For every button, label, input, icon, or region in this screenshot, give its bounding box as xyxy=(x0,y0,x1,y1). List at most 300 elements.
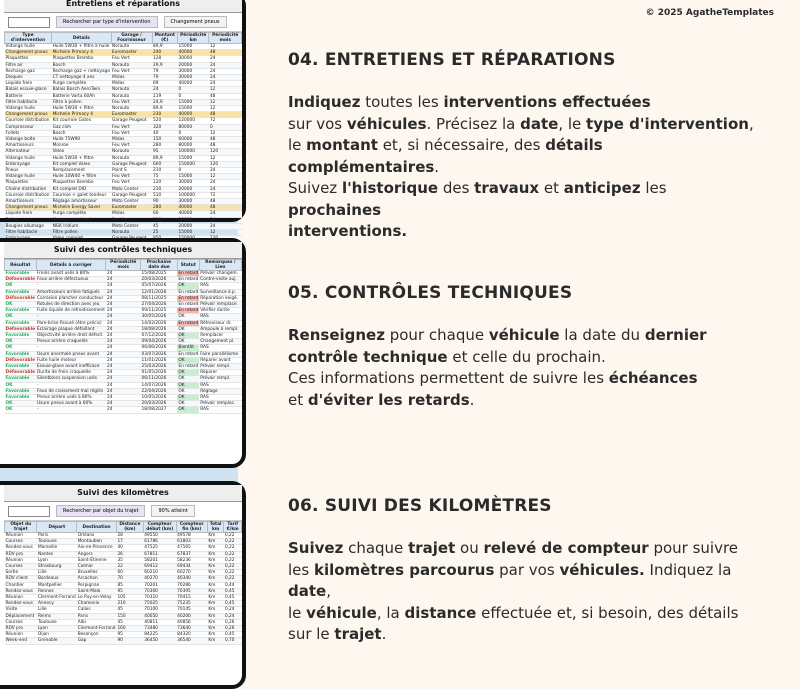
table-cell[interactable]: 510 xyxy=(152,192,178,198)
table-cell[interactable]: Purge complète xyxy=(52,211,111,217)
table-cell[interactable]: 80000 xyxy=(178,143,209,149)
table-cell[interactable]: Sortie xyxy=(5,570,37,576)
table-cell[interactable]: Monroe xyxy=(52,143,111,149)
table-cell[interactable]: Feux de croisement mal réglés xyxy=(36,388,106,394)
table-cell[interactable]: 0,22 xyxy=(224,545,242,551)
table-cell[interactable]: RDV pro xyxy=(5,551,37,557)
table-cell[interactable]: Changement pneus xyxy=(5,112,52,118)
table-cell[interactable]: Plaquettes xyxy=(5,56,52,62)
table-cell[interactable]: Perpignan xyxy=(77,582,117,588)
table-cell[interactable]: 58201 xyxy=(143,557,176,563)
table-cell[interactable]: - xyxy=(36,345,106,351)
table-cell[interactable]: Rennes xyxy=(37,588,77,594)
table-cell[interactable]: 12 xyxy=(209,106,242,112)
table-cell[interactable]: Montage reinforcé xyxy=(52,217,111,223)
table-cell[interactable]: 280 xyxy=(152,143,178,149)
table-cell[interactable]: 24 xyxy=(106,357,141,363)
table-cell[interactable]: Km xyxy=(207,539,224,545)
table-cell[interactable]: Clermont-Ferrand xyxy=(77,626,116,632)
table-cell[interactable]: Favorable xyxy=(5,289,37,295)
table-cell[interactable]: Défavorable xyxy=(5,277,35,283)
table-cell[interactable]: Arcachon xyxy=(77,576,117,582)
table-cell[interactable]: Huile 5W30 + filtre à huile xyxy=(52,44,110,49)
table-cell[interactable]: Contre-visite auj. xyxy=(199,277,241,283)
table-cell[interactable]: Défavorable xyxy=(5,295,35,301)
table-cell[interactable]: Recharge gaz + nettoyage xyxy=(52,68,111,74)
table-cell[interactable]: Feu Vert xyxy=(111,99,152,105)
table-cell[interactable]: Rendez-vous xyxy=(5,545,37,551)
table-cell[interactable]: 09/04/2026 xyxy=(141,339,178,345)
table-cell[interactable]: Éclairage plaque défaillant xyxy=(36,326,106,332)
table-cell[interactable]: Courroie distribution xyxy=(5,192,52,198)
table-cell[interactable]: Défavorable xyxy=(5,370,35,376)
table-cell[interactable]: Norauto xyxy=(111,155,152,161)
table-cell[interactable]: 60 xyxy=(152,211,178,217)
table-cell[interactable]: RAS xyxy=(199,407,241,413)
table-cell[interactable]: 40856 xyxy=(176,619,207,625)
table-cell[interactable]: 45 xyxy=(116,607,143,613)
table-cell[interactable]: 0,24 xyxy=(224,607,242,613)
table-cell[interactable]: En retard xyxy=(178,302,199,308)
table-cell[interactable]: Midas xyxy=(111,75,152,81)
table-cell[interactable]: Pare-brise fissuré (être précis) xyxy=(36,320,106,326)
table-cell[interactable]: 36540 xyxy=(176,638,207,644)
table-cell[interactable]: Freins xyxy=(5,217,52,223)
table-cell[interactable]: Changement pneus xyxy=(5,205,52,211)
table-cell[interactable]: Vérifier durite xyxy=(199,308,241,314)
table-cell[interactable]: 80000 xyxy=(178,124,209,130)
filter-value[interactable]: 90% atteint xyxy=(151,505,194,517)
table-cell[interactable]: OK xyxy=(177,333,199,339)
table-cell[interactable]: 0,22 xyxy=(224,539,242,545)
table-cell[interactable]: 20000 xyxy=(178,186,209,192)
table-cell[interactable]: 22 xyxy=(116,564,143,570)
table-cell[interactable]: 05/07/2026 xyxy=(141,283,178,289)
table-cell[interactable]: Alternateur xyxy=(5,149,52,155)
table-cell[interactable]: Midas xyxy=(111,81,152,87)
table-cell[interactable]: 14/02/2026 xyxy=(141,320,178,326)
table-cell[interactable]: Courses xyxy=(5,564,37,570)
table-cell[interactable]: Clermont-Ferrand xyxy=(37,595,76,601)
table-cell[interactable]: 48 xyxy=(209,137,242,143)
table-cell[interactable]: Moto Center xyxy=(111,223,152,229)
table-cell[interactable]: 40000 xyxy=(178,50,209,56)
table-cell[interactable]: 120 xyxy=(209,161,242,167)
table-cell[interactable]: Euromaster xyxy=(111,205,152,211)
table-cell[interactable]: Fuite liquide de refroidissement xyxy=(37,308,105,314)
table-cell[interactable]: Euromaster xyxy=(111,50,152,56)
table-cell[interactable]: 0,70 xyxy=(224,638,242,644)
table-cell[interactable]: Km xyxy=(207,588,224,594)
table-cell[interactable]: Dijon xyxy=(37,632,77,638)
table-cell[interactable]: 24 xyxy=(209,81,242,87)
table-cell[interactable]: Chamonix xyxy=(77,601,117,607)
table-cell[interactable]: 01/05/2026 xyxy=(141,370,178,376)
table-cell[interactable]: En retard xyxy=(178,364,199,370)
table-cell[interactable]: Favorable xyxy=(5,364,37,370)
table-cell[interactable]: 70395 xyxy=(176,588,207,594)
table-cell[interactable]: RAS xyxy=(199,382,241,388)
table-cell[interactable]: Batterie Varta 60Ah xyxy=(52,93,111,99)
table-cell[interactable]: 20000 xyxy=(178,62,209,68)
table-cell[interactable]: Rendez-vous xyxy=(5,601,37,607)
table-cell[interactable]: 12 xyxy=(209,44,242,50)
table-cell[interactable]: - xyxy=(36,407,106,413)
table-cell[interactable]: 95 xyxy=(116,588,143,594)
table-cell[interactable]: Feu Vert xyxy=(111,68,152,74)
table-cell[interactable]: OK xyxy=(177,283,199,289)
table-cell[interactable]: Midas xyxy=(111,137,152,143)
table-cell[interactable]: OK xyxy=(177,388,199,394)
table-cell[interactable]: 90 xyxy=(152,199,178,205)
table-cell[interactable]: RAS xyxy=(199,283,241,289)
table-cell[interactable]: 120 xyxy=(152,180,178,186)
table-cell[interactable]: Embrayage xyxy=(5,161,52,167)
table-cell[interactable]: Liquide frein xyxy=(5,211,52,217)
table-cell[interactable]: 0 xyxy=(178,93,209,99)
table-cell[interactable]: Km xyxy=(207,557,224,563)
table-cell[interactable]: Huile 5W30 + filtre xyxy=(52,155,111,161)
filter-dropdown[interactable] xyxy=(8,506,50,517)
table-cell[interactable]: 85 xyxy=(116,582,143,588)
table-cell[interactable]: RDV client xyxy=(5,576,37,582)
table-cell[interactable]: 24 xyxy=(209,56,242,62)
table-cell[interactable]: Défavorable xyxy=(5,326,35,332)
table-cell[interactable]: Follets xyxy=(5,130,52,136)
table-cell[interactable]: 20000 xyxy=(178,223,209,229)
table-cell[interactable]: Feu Vert xyxy=(111,217,152,223)
table-cell[interactable]: OK xyxy=(177,401,199,407)
table-cell[interactable]: Feu Vert xyxy=(111,174,152,180)
table-cell[interactable]: Filtre pollen xyxy=(52,230,111,236)
table-cell[interactable]: 12 xyxy=(209,99,242,105)
table-cell[interactable]: NGK Iridium xyxy=(52,223,111,229)
table-cell[interactable]: 24 xyxy=(106,314,141,320)
table-cell[interactable]: 0,24 xyxy=(224,613,242,619)
table-cell[interactable]: 24 xyxy=(106,333,141,339)
table-cell[interactable]: 24 xyxy=(106,283,141,289)
table-cell[interactable]: Favorable xyxy=(5,308,37,314)
table-cell[interactable]: 0 xyxy=(178,168,209,174)
table-cell[interactable]: Point S xyxy=(111,168,152,174)
table-cell[interactable]: 15000 xyxy=(178,44,209,50)
table-cell[interactable]: OK xyxy=(177,314,199,320)
table-cell[interactable]: Km xyxy=(207,595,224,601)
table-cell[interactable]: Pneus arrière craquelés xyxy=(36,339,106,345)
table-cell[interactable]: 45 xyxy=(152,223,178,229)
table-cell[interactable]: Vidange huile xyxy=(5,174,52,180)
table-cell[interactable]: OK xyxy=(5,314,37,320)
table-cell[interactable]: Huile 5W30 + filtre xyxy=(52,106,111,112)
table-cell[interactable]: 60 xyxy=(116,570,143,576)
table-cell[interactable]: OK xyxy=(5,302,37,308)
table-cell[interactable]: Pneus xyxy=(5,168,52,174)
filter-dropdown[interactable] xyxy=(8,17,50,28)
table-cell[interactable]: Réunion xyxy=(5,632,37,638)
table-cell[interactable]: Réglage amortisseur xyxy=(52,199,111,205)
table-cell[interactable]: Montpellier xyxy=(37,582,77,588)
table-cell[interactable]: 24 xyxy=(209,168,242,174)
table-cell[interactable]: Prévoir remplac. xyxy=(199,401,241,407)
table-cell[interactable]: Prévoir changem. xyxy=(199,271,241,277)
table-cell[interactable]: 29,9 xyxy=(152,62,178,68)
table-cell[interactable]: Annecy xyxy=(37,601,77,607)
table-cell[interactable]: 0,45 xyxy=(224,601,242,607)
table-cell[interactable]: Ampoule à rempl. xyxy=(199,326,241,332)
table-cell[interactable]: Kit courroie Gates xyxy=(52,118,111,124)
table-cell[interactable]: OK xyxy=(177,339,199,345)
table-cell[interactable]: Strasbourg xyxy=(37,564,77,570)
table-cell[interactable]: OK xyxy=(5,382,37,388)
table-cell[interactable]: 11/01/2026 xyxy=(141,357,178,363)
table-cell[interactable]: 119 xyxy=(152,93,178,99)
table-cell[interactable]: 67837 xyxy=(176,551,207,557)
table-cell[interactable]: Norauto xyxy=(111,149,152,155)
table-cell[interactable]: RAS xyxy=(199,395,241,401)
table-cell[interactable]: 0,45 xyxy=(224,588,242,594)
table-cell[interactable]: 70145 xyxy=(176,607,207,613)
table-cell[interactable]: 60270 xyxy=(176,570,207,576)
table-cell[interactable]: 0 xyxy=(209,124,242,130)
table-cell[interactable]: Chantier xyxy=(5,582,37,588)
table-cell[interactable]: Liquide frein xyxy=(5,81,52,87)
table-cell[interactable]: Valeo xyxy=(52,149,111,155)
table-cell[interactable]: 30000 xyxy=(178,199,209,205)
table-cell[interactable]: Norauto xyxy=(111,62,152,68)
table-cell[interactable]: Filtre à pollen xyxy=(52,99,111,105)
table-cell[interactable]: 07/12/2026 xyxy=(141,333,178,339)
table-cell[interactable]: OK xyxy=(177,376,199,382)
table-cell[interactable]: Euromaster xyxy=(111,112,152,118)
table-cell[interactable]: OK xyxy=(5,283,37,289)
table-cell[interactable]: 12/01/2026 xyxy=(141,289,178,295)
table-cell[interactable]: 36450 xyxy=(143,638,176,644)
table-cell[interactable]: 72 xyxy=(209,118,242,124)
table-cell[interactable]: Orléans xyxy=(77,533,117,539)
table-cell[interactable]: 14/07/2026 xyxy=(141,382,178,388)
table-cell[interactable]: 24 xyxy=(106,364,141,370)
table-cell[interactable]: 27/04/2026 xyxy=(141,302,178,308)
table-cell[interactable]: 24 xyxy=(106,370,141,376)
table-cell[interactable]: Bordeaux xyxy=(37,576,77,582)
table-cell[interactable]: 40811 xyxy=(143,619,176,625)
table-cell[interactable]: Essuie-glace avant inefficace xyxy=(36,364,106,370)
table-cell[interactable]: 69434 xyxy=(176,564,207,570)
table-cell[interactable]: 40 xyxy=(116,545,143,551)
table-cell[interactable]: 0,26 xyxy=(224,626,242,632)
table-cell[interactable]: 70 xyxy=(116,576,143,582)
table-cell[interactable]: Grenoble xyxy=(37,638,77,644)
table-cell[interactable]: 24,9 xyxy=(152,99,178,105)
table-cell[interactable]: 320 xyxy=(152,124,178,130)
table-cell[interactable]: Batterie xyxy=(5,93,52,99)
table-cell[interactable]: Usure anormale pneus avant xyxy=(36,351,106,357)
table-cell[interactable]: 24 xyxy=(209,62,242,68)
table-cell[interactable]: Lyon xyxy=(37,557,77,563)
table-cell[interactable]: Pneus arrière usés à 80% xyxy=(36,395,106,401)
table-cell[interactable]: 40270 xyxy=(143,576,176,582)
table-cell[interactable]: Norauto xyxy=(111,44,152,50)
table-cell[interactable]: 28 xyxy=(116,533,143,539)
table-cell[interactable]: 06/11/2026 xyxy=(141,376,178,382)
table-cell[interactable]: Km xyxy=(207,545,224,551)
table-cell[interactable]: 12 xyxy=(209,130,242,136)
table-cell[interactable]: OK xyxy=(177,407,199,413)
table-cell[interactable]: 48 xyxy=(209,205,242,211)
table-cell[interactable]: Courses xyxy=(5,539,37,545)
table-cell[interactable]: Réparer avant xyxy=(199,357,241,363)
table-cell[interactable]: 0,22 xyxy=(224,557,242,563)
table-cell[interactable]: Courroie distribution xyxy=(5,118,52,124)
table-cell[interactable]: 22/04/2026 xyxy=(141,388,178,394)
table-cell[interactable]: Corrosion plancher conducteur xyxy=(36,295,106,301)
table-cell[interactable]: Plaquettes Brembo xyxy=(52,56,111,62)
table-cell[interactable]: Amortisseurs xyxy=(5,199,52,205)
table-cell[interactable]: Feu Vert xyxy=(111,56,152,62)
table-cell[interactable]: Lyon xyxy=(37,626,77,632)
table-cell[interactable]: 40000 xyxy=(178,205,209,211)
table-cell[interactable]: 0,22 xyxy=(224,564,242,570)
table-cell[interactable]: Michelin Primacy 4 xyxy=(52,112,111,118)
table-cell[interactable]: 128 xyxy=(152,56,178,62)
table-cell[interactable]: OK xyxy=(5,407,37,413)
table-cell[interactable]: Déplacement xyxy=(5,613,37,619)
table-cell[interactable]: Plaquettes xyxy=(5,180,52,186)
table-cell[interactable]: Visite xyxy=(5,607,37,613)
table-cell[interactable]: Réunion xyxy=(5,557,37,563)
table-cell[interactable]: 24 xyxy=(106,376,141,382)
table-cell[interactable]: OK xyxy=(177,326,199,332)
table-cell[interactable]: Filtre air xyxy=(5,62,52,68)
table-cell[interactable]: 160 xyxy=(116,626,143,632)
table-cell[interactable]: Filtre habitacle xyxy=(5,99,52,105)
table-cell[interactable]: Feux arrière défectueux xyxy=(36,277,106,283)
table-cell[interactable]: OK xyxy=(5,345,37,351)
table-cell[interactable]: 12 xyxy=(209,174,242,180)
table-cell[interactable]: Norauto xyxy=(111,87,152,93)
table-cell[interactable]: 24 xyxy=(106,308,141,314)
table-cell[interactable]: Rétroviseur dr. xyxy=(199,320,241,326)
table-cell[interactable]: 79 xyxy=(152,68,178,74)
table-cell[interactable]: 30000 xyxy=(178,75,209,81)
table-cell[interactable]: Km xyxy=(207,533,224,539)
table-cell[interactable]: 150 xyxy=(152,137,178,143)
table-cell[interactable]: 30000 xyxy=(178,180,209,186)
table-cell[interactable]: Toulouse xyxy=(37,539,77,545)
table-cell[interactable]: Paris xyxy=(77,613,117,619)
table-cell[interactable]: Faire parallélisme xyxy=(199,351,241,357)
table-cell[interactable]: 73480 xyxy=(143,626,176,632)
table-cell[interactable]: Moto Center xyxy=(111,186,152,192)
table-cell[interactable]: Angers xyxy=(77,551,117,557)
table-cell[interactable]: 40000 xyxy=(178,81,209,87)
table-cell[interactable]: 30000 xyxy=(178,217,209,223)
table-cell[interactable]: Norauto xyxy=(111,93,152,99)
table-cell[interactable]: Vidange huile xyxy=(5,44,52,50)
table-cell[interactable]: Gap xyxy=(77,638,117,644)
table-cell[interactable]: Km xyxy=(207,626,224,632)
table-cell[interactable]: 75235 xyxy=(176,601,207,607)
table-cell[interactable]: 95 xyxy=(116,632,143,638)
table-cell[interactable]: Albi xyxy=(77,619,117,625)
table-cell[interactable]: 15000 xyxy=(178,174,209,180)
table-cell[interactable]: Chaîne distribution xyxy=(5,186,52,192)
table-cell[interactable]: 24 xyxy=(209,217,242,223)
table-cell[interactable]: Km xyxy=(207,619,224,625)
table-cell[interactable]: 24 xyxy=(106,295,141,301)
table-cell[interactable]: Prévoir rempl. xyxy=(199,376,241,382)
table-cell[interactable]: 75 xyxy=(152,174,178,180)
table-cell[interactable]: Km xyxy=(207,632,224,638)
table-cell[interactable]: Courses xyxy=(5,619,37,625)
filter-button[interactable]: Rechercher par type d'intervention xyxy=(56,16,158,28)
table-cell[interactable]: Km xyxy=(207,638,224,644)
table-cell[interactable]: 24 xyxy=(152,87,178,93)
table-cell[interactable]: 89,9 xyxy=(152,155,178,161)
table-cell[interactable]: 89,9 xyxy=(152,44,178,50)
table-cell[interactable]: Remplacer xyxy=(199,333,241,339)
table-cell[interactable]: 79 xyxy=(152,75,178,81)
table-cell[interactable]: Rotules de direction avec jeu xyxy=(36,302,106,308)
table-cell[interactable]: Vidange huile xyxy=(5,155,52,161)
table-cell[interactable]: 70310 xyxy=(143,595,176,601)
table-cell[interactable]: RAS xyxy=(199,314,241,320)
table-cell[interactable]: Km xyxy=(207,551,224,557)
table-cell[interactable]: Bruxelles xyxy=(77,570,117,576)
table-cell[interactable]: Compresseur xyxy=(5,124,52,130)
table-cell[interactable]: En retard xyxy=(178,308,199,314)
table-cell[interactable]: 70415 xyxy=(176,595,207,601)
table-cell[interactable]: 48 xyxy=(209,199,242,205)
table-cell[interactable]: Saint-Malo xyxy=(77,588,117,594)
table-cell[interactable]: OK xyxy=(177,395,199,401)
table-cell[interactable]: OK xyxy=(177,382,199,388)
table-cell[interactable]: Amortisseurs xyxy=(5,143,52,149)
table-cell[interactable]: Km xyxy=(207,601,224,607)
table-cell[interactable]: 75025 xyxy=(143,601,176,607)
table-cell[interactable]: 90 xyxy=(116,638,143,644)
table-cell[interactable]: Fuite huile moteur xyxy=(36,357,106,363)
table-cell[interactable]: 49578 xyxy=(176,533,207,539)
table-cell[interactable]: Objectivité arrière droit défect. xyxy=(36,333,106,339)
table-cell[interactable]: Défavorable xyxy=(5,357,35,363)
table-cell[interactable]: Km xyxy=(207,570,224,576)
table-cell[interactable]: Favorable xyxy=(5,388,37,394)
table-cell[interactable]: 15000 xyxy=(178,106,209,112)
table-cell[interactable]: RAS xyxy=(199,345,241,351)
table-cell[interactable]: 49550 xyxy=(143,533,176,539)
table-cell[interactable]: 120 xyxy=(152,217,178,223)
table-cell[interactable]: 105 xyxy=(116,595,143,601)
table-cell[interactable]: 24 xyxy=(106,320,141,326)
table-cell[interactable]: 24 xyxy=(209,180,242,186)
table-cell[interactable]: 20/03/2026 xyxy=(141,401,178,407)
table-cell[interactable]: 210 xyxy=(152,168,178,174)
table-cell[interactable]: En retard xyxy=(178,351,199,357)
table-cell[interactable]: Bosch xyxy=(52,62,111,68)
table-cell[interactable]: 15/08/2025 xyxy=(141,271,178,277)
table-cell[interactable]: Réunion xyxy=(5,595,37,601)
table-cell[interactable]: 15000 xyxy=(178,230,209,236)
table-cell[interactable]: Remplacement xyxy=(52,168,111,174)
table-cell[interactable]: Huile 10W40 + filtre xyxy=(52,174,111,180)
table-cell[interactable]: 10/05/2026 xyxy=(141,395,178,401)
table-cell[interactable]: 15000 xyxy=(178,99,209,105)
table-cell[interactable]: 24 xyxy=(106,345,141,351)
table-cell[interactable]: OK xyxy=(177,357,199,363)
table-cell[interactable]: 48 xyxy=(209,50,242,56)
table-cell[interactable]: 24 xyxy=(209,68,242,74)
